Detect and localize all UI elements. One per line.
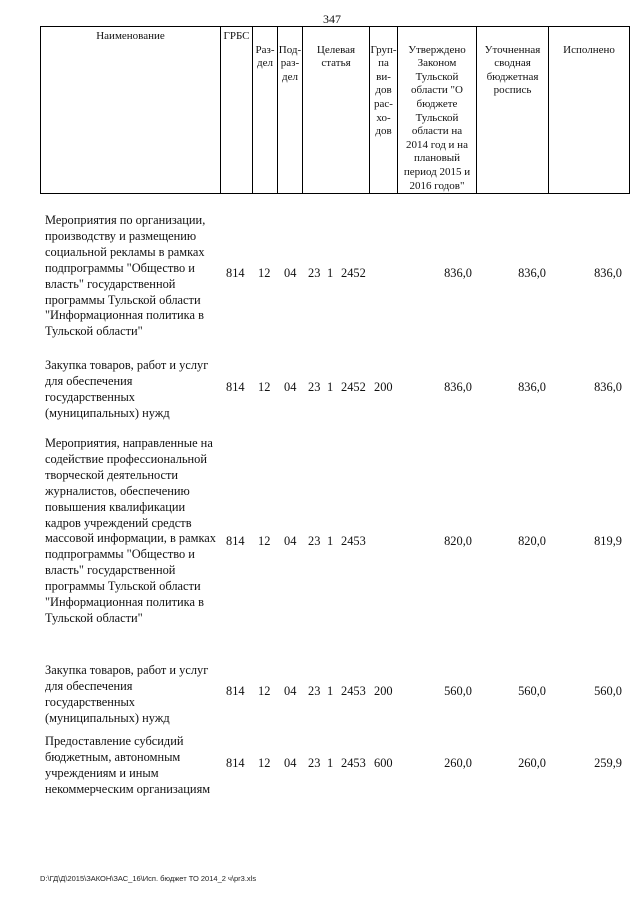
header-grbs-label: ГРБС [223,30,250,42]
cell-cs-program: 23 [308,266,321,280]
cell-cs-direction: 2453 [341,684,366,698]
cell-podrazdel: 04 [284,756,297,770]
cell-vr: 200 [374,684,393,698]
cell-cs-program: 23 [308,756,321,770]
cell-approved: 260,0 [444,756,472,770]
cell-refined: 836,0 [518,380,546,394]
cell-grbs: 814 [226,534,245,548]
cell-razdel: 12 [258,684,271,698]
cell-vr: 600 [374,756,393,770]
cell-cs-subprogram: 1 [327,756,334,770]
cell-refined: 820,0 [518,534,546,548]
cell-executed: 836,0 [594,266,622,280]
header-gruppa [369,26,397,194]
header-name-label: Наименование [96,30,165,42]
cell-grbs: 814 [226,266,245,280]
cell-razdel: 12 [258,380,271,394]
cell-approved: 836,0 [444,380,472,394]
cell-cs-subprogram: 1 [327,380,334,394]
cell-grbs: 814 [226,684,245,698]
header-utverzhdeno-label: Утверждено Законом Тульской области "О бюджете Тульской области на 2014 год и на плановый период 2015 и 2016 годов" [403,43,471,192]
header-gruppa-label: Груп- па ви- дов рас- хо- дов [370,43,397,138]
row-name: Закупка товаров, работ и услуг для обеспечения государственных (муниципальных) нужд [45,358,209,420]
header-celevaya [302,26,369,194]
cell-executed: 259,9 [594,756,622,770]
cell-razdel: 12 [258,266,271,280]
header-utochnennaya [476,26,548,194]
cell-cs-subprogram: 1 [327,684,334,698]
cell-executed: 836,0 [594,380,622,394]
cell-grbs: 814 [226,380,245,394]
cell-grbs: 814 [226,756,245,770]
page-number: 347 [323,12,341,26]
header-name [40,26,220,194]
cell-approved: 836,0 [444,266,472,280]
cell-razdel: 12 [258,756,271,770]
cell-cs-program: 23 [308,380,321,394]
header-podrazdel-label: Под- раз- дел [278,43,302,83]
cell-cs-program: 23 [308,534,321,548]
cell-cs-direction: 2452 [341,266,366,280]
header-razdel-label: Раз- дел [255,43,275,70]
cell-cs-subprogram: 1 [327,266,334,280]
cell-refined: 560,0 [518,684,546,698]
cell-cs-program: 23 [308,684,321,698]
header-podrazdel [277,26,302,194]
cell-cs-subprogram: 1 [327,534,334,548]
header-razdel [252,26,277,194]
cell-cs-direction: 2453 [341,534,366,548]
header-ispolneno [548,26,630,194]
row-name: Мероприятия, направленные на содействие профессиональной творческой деятельности журналистов, обеспечению повышения квалификации кадров учреждений средств массовой информации, в рамках подпрограммы "Общество и власть" государственной программы Тульской области "Информационная политика в Тульской области" [45,436,216,625]
cell-cs-direction: 2453 [341,756,366,770]
header-celevaya-label: Целевая статья [316,43,356,70]
cell-refined: 260,0 [518,756,546,770]
cell-podrazdel: 04 [284,534,297,548]
cell-executed: 560,0 [594,684,622,698]
cell-cs-direction: 2452 [341,380,366,394]
row-name: Мероприятия по организации, производству и размещению социальной рекламы в рамках подпрограммы "Общество и власть" государственной программы Тульской области "Информационная политика в Тульской области" [45,213,206,339]
row-name: Предоставление субсидий бюджетным, автономным учреждениям и иным некоммерческим организациям [45,734,211,796]
cell-podrazdel: 04 [284,684,297,698]
cell-approved: 820,0 [444,534,472,548]
cell-refined: 836,0 [518,266,546,280]
row-name: Закупка товаров, работ и услуг для обеспечения государственных (муниципальных) нужд [45,663,209,725]
header-grbs [220,26,252,194]
cell-podrazdel: 04 [284,266,297,280]
file-path-footer: D:\ГД\Д\2015\ЗАКОН\ЗАС_16\Исп. бюджет ТО 2014_2 ч\рr3.xls [40,874,257,883]
header-utochnennaya-label: Уточненная сводная бюджетная роспись [484,43,541,97]
cell-razdel: 12 [258,534,271,548]
header-utverzhdeno [397,26,476,194]
header-ispolneno-label: Исполнено [563,43,615,56]
cell-executed: 819,9 [594,534,622,548]
cell-vr: 200 [374,380,393,394]
cell-podrazdel: 04 [284,380,297,394]
cell-approved: 560,0 [444,684,472,698]
